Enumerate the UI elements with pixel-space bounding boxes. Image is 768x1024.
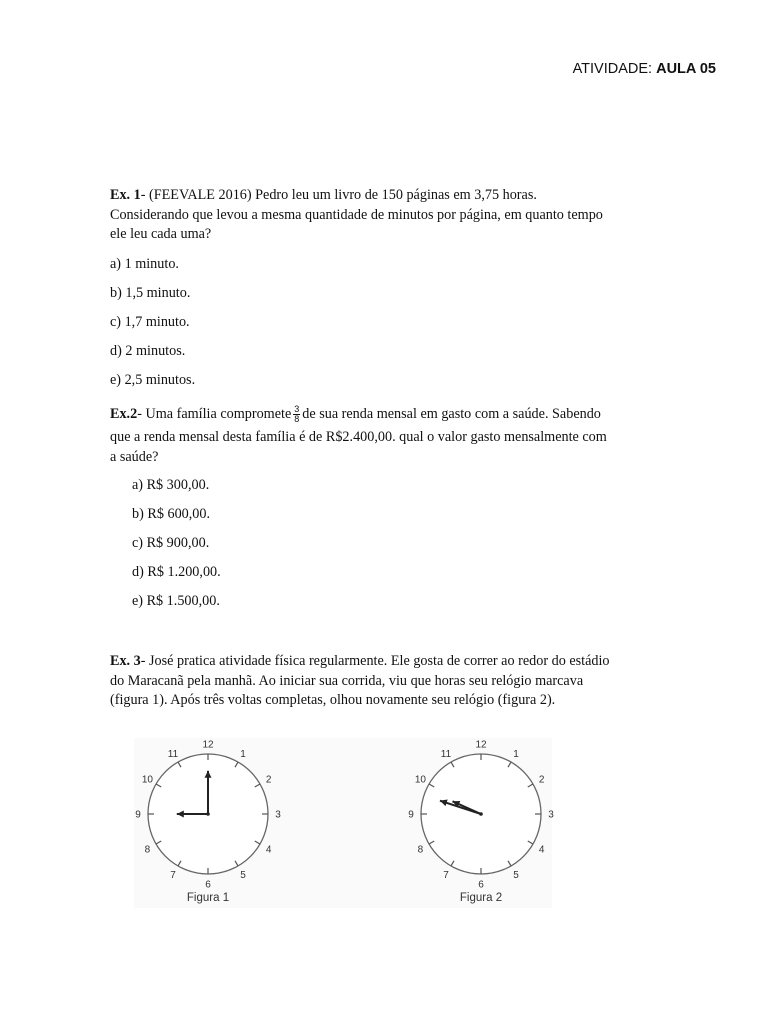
clock-1-numeral: 7 xyxy=(170,870,176,882)
clock-2-numeral: 9 xyxy=(408,809,414,821)
clock-2-caption: Figura 2 xyxy=(459,892,503,904)
clock-2-numeral: 10 xyxy=(414,774,426,786)
clock-1-numeral: 1 xyxy=(240,748,246,760)
ex3-line2: do Maracanã pela manhã. Ao iniciar sua corrida, viu que horas seu relógio marcava xyxy=(110,672,584,689)
exercise-1 xyxy=(110,186,670,245)
ex1-line1: - (FEEVALE 2016) Pedro leu um livro de 150 páginas em 3,75 horas. xyxy=(140,187,537,203)
clock-2-center xyxy=(479,812,483,816)
clock-1-numeral: 3 xyxy=(275,809,281,821)
ex2-label: Ex.2 xyxy=(110,406,138,422)
ex1-label: Ex. 1 xyxy=(110,187,141,203)
clock-1-numeral: 12 xyxy=(202,739,214,751)
clock-2-numeral: 11 xyxy=(440,748,452,760)
ex1-option-b: b) 1,5 minuto. xyxy=(110,285,191,301)
ex3-label: Ex. 3 xyxy=(110,653,141,669)
clock-1-numeral: 11 xyxy=(167,748,179,760)
clock-1-numeral: 9 xyxy=(135,809,141,821)
ex1-option-c: c) 1,7 minuto. xyxy=(110,314,190,330)
clock-2-numeral: 12 xyxy=(475,739,487,751)
clock-1-numeral: 4 xyxy=(265,844,272,856)
header-lesson: AULA 05 xyxy=(656,61,716,77)
clock-1-numeral: 2 xyxy=(265,774,272,786)
ex1-option-e: e) 2,5 minutos. xyxy=(110,372,196,388)
clock-2-numeral: 7 xyxy=(443,870,449,882)
clock-1-numeral: 10 xyxy=(141,774,153,786)
exercise-3 xyxy=(110,652,670,711)
ex3-line1: - José pratica atividade física regularmente. Ele gosta de correr ao redor do estádio xyxy=(140,653,610,669)
clock-2-numeral: 8 xyxy=(417,844,424,856)
fraction-numerator: 3 xyxy=(294,404,300,415)
header-prefix: ATIVIDADE: xyxy=(572,61,657,77)
ex2-line1-after: de sua renda mensal em gasto com a saúde. Sabendo xyxy=(302,406,601,422)
fraction-denominator: 8 xyxy=(294,414,300,425)
clock-2-numeral: 6 xyxy=(478,879,484,891)
clock-2-numeral: 4 xyxy=(538,844,545,856)
clocks-svg xyxy=(134,738,552,908)
clock-2-numeral: 2 xyxy=(538,774,545,786)
exercise-2 xyxy=(110,403,670,467)
clock-1-caption: Figura 1 xyxy=(186,892,230,904)
activity-header xyxy=(573,61,716,77)
ex2-line1-before: - Uma família compromete xyxy=(137,406,292,422)
ex1-option-d: d) 2 minutos. xyxy=(110,343,186,359)
clock-2-numeral: 5 xyxy=(513,870,519,882)
ex2-option-d: d) R$ 1.200,00. xyxy=(132,564,221,580)
ex2-line3: a saúde? xyxy=(110,448,159,465)
ex3-line3: (figura 1). Após três voltas completas, olhou novamente seu relógio (figura 2). xyxy=(110,692,556,708)
ex1-option-a: a) 1 minuto. xyxy=(110,256,179,272)
clock-1-numeral: 6 xyxy=(205,879,211,891)
clock-2-numeral: 3 xyxy=(548,809,554,821)
ex2-option-b: b) R$ 600,00. xyxy=(132,506,211,522)
clock-1-numeral: 8 xyxy=(144,844,151,856)
ex2-option-e: e) R$ 1.500,00. xyxy=(132,593,220,609)
clock-1-numeral: 5 xyxy=(240,870,246,882)
ex2-line2: que a renda mensal desta família é de R$2.400,00. qual o valor gasto mensalmente com xyxy=(110,429,607,445)
ex2-option-c: c) R$ 900,00. xyxy=(132,535,210,551)
clock-2-numeral: 1 xyxy=(513,748,519,760)
fraction xyxy=(293,405,300,424)
ex2-option-a: a) R$ 300,00. xyxy=(132,477,210,493)
clock-1-center xyxy=(206,812,210,816)
ex1-line2: Considerando que levou a mesma quantidade de minutos por página, em quanto tempo xyxy=(110,206,603,223)
clock-figure xyxy=(134,738,552,908)
ex1-line3: ele leu cada uma? xyxy=(110,226,212,242)
